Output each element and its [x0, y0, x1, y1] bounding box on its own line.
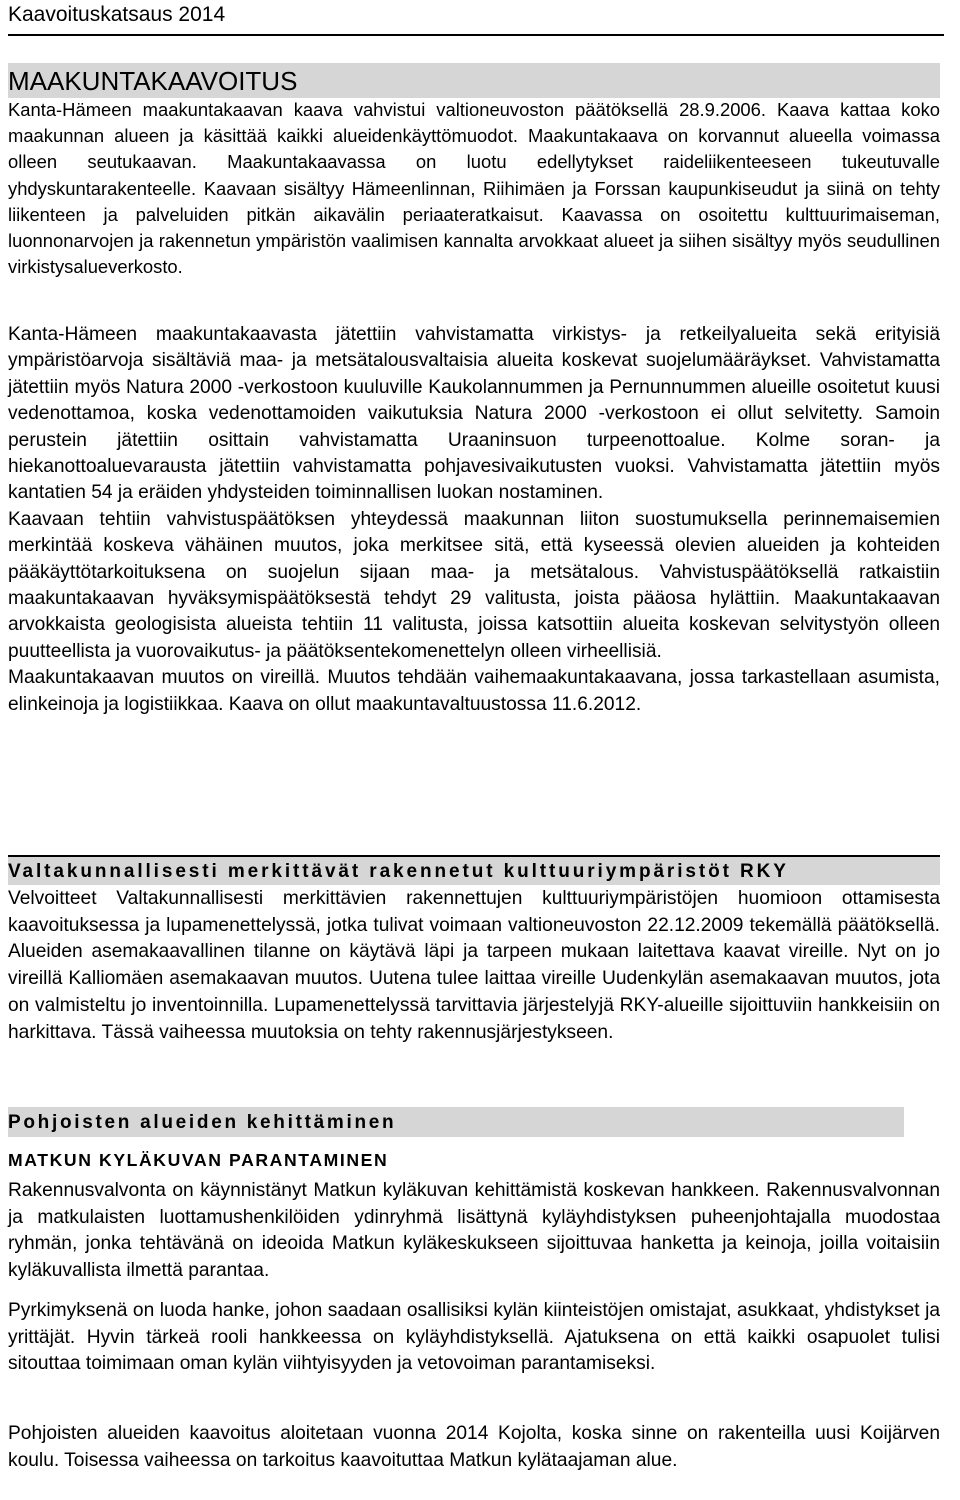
document-title: Kaavoituskatsaus 2014: [8, 3, 226, 26]
page-header: [8, 2, 944, 36]
paragraph: Velvoitteet Valtakunnallisesti merkittävien rakennettujen kulttuuriympäristöjen huomioon ottamisesta kaavoituksessa ja lupamenettelyssä, jotka tulivat voimaan valtioneuvoston 22.12.2009 tekemällä päätöksellä. Alueiden asemakaavallinen tilanne on käytävä läpi ja tarpeen mukaan laitettava kaavat vireille. Nyt on jo vireillä Kalliomäen asemakaavan muutos. Uutena tulee laittaa vireille Uudenkylän asemakaavan muutos, jota on valmisteltu jo inventoinnilla. Lupamenettelyssä tarvittavia järjestelyjä RKY-alueille sijoittuviin hankkeisiin on harkittava. Tässä vaiheessa muutoksia on tehty rakennusjärjestykseen.: [8, 888, 940, 1043]
section-heading-rky: Valtakunnallisesti merkittävät rakennetut kulttuuriympäristöt RKY: [8, 855, 940, 885]
paragraph: Kaavaan tehtiin vahvistuspäätöksen yhteydessä maakunnan liiton suostumuksella perinnemaisemien merkintää koskeva vähäinen muutos, joka merkitsee sitä, että kyseessä olevien alueiden ja kohteiden pääkäyttötarkoituksena on suojelun sijaan maa- ja metsätalous. Vahvistuspäätöksellä ratkaistiin maakuntakaavan hyväksymispäätöksestä tehdyt 29 valitusta, joista pääosa hylättiin. Maakuntakaavan arvokkaista geologisista alueista tehtiin 11 valitusta, joissa katsottiin alueita koskevan selvitystyön olleen puutteellista ja vuorovaikutus- ja päätöksentekomenettelyn olleen virheellisiä.: [8, 508, 940, 662]
paragraph: Maakuntakaavan muutos on vireillä. Muutos tehdään vaihemaakuntakaavana, jossa tarkastellaan asumista, elinkeinoja ja logistiikkaa. Kaava on ollut maakuntavaltuustossa 11.6.2012.: [8, 667, 940, 715]
section-heading-pohjoiset-alueet: Pohjoisten alueiden kehittäminen: [8, 1107, 904, 1137]
paragraph: Kanta-Hämeen maakuntakaavasta jätettiin vahvistamatta virkistys- ja retkeilyalueita sekä erityisiä ympäristöarvoja sisältäviä maa- ja metsätalousvaltaisia alueita koskevat suojelumääräykset. Vahvistamatta jätettiin myös Natura 2000 -verkostoon kuuluville Kaukolannummen ja Pernunnummen alueille osoitetut kuusi vedenottamoa, koska vedenottamoiden vaikutuksia Natura 2000 -verkostoon ei ollut selvitetty. Samoin perustein jätettiin osittain vahvistamatta Uraaninsuon turpeenottoalue. Kolme soran- ja hiekanottoaluevarausta jätettiin vahvistamatta pohjavesivaikutusten vuoksi. Vahvistamatta jätettiin myös kantatien 54 ja eräiden yhdysteiden toiminnallisen luokan nostaminen.: [8, 324, 940, 504]
section1-body: [8, 322, 940, 718]
paragraph: Rakennusvalvonta on käynnistänyt Matkun kyläkuvan kehittämistä koskevan hankkeen. Rakennusvalvonnan ja matkulaisten luottamushenkilöiden ydinryhmä lisättynä kyläyhdistyksen puheenjohtajalla muodostaa ryhmän, jonka tehtävänä on ideoida Matkun kyläkeskukseen sijoittuvaa hanketta ja keinoja, joilla voitaisiin kyläkuvallista ilmettä parantaa.: [8, 1180, 940, 1281]
paragraph: Kanta-Hämeen maakuntakaavan kaava vahvistui valtioneuvoston päätöksellä 28.9.2006. Kaava kattaa koko maakunnan alueen ja käsittää kaikki alueidenkäyttömuodot. Maakuntakaava on korvannut alueella voimassa olleen seutukaavan. Maakuntakaavassa on luotu edellytykset raideliikenteeseen tukeutuvalle yhdyskuntarakenteelle. Kaavaan sisältyy Hämeenlinnan, Riihimäen ja Forssan kaupunkiseudut ja siinä on tehty liikenteen ja palveluiden pitkän aikavälin periaateratkaisut. Kaavassa on osoitettu kulttuurimaiseman, luonnonarvojen ja rakennetun ympäristön vaalimisen kannalta arvokkaat alueet ja siihen sisältyy myös seudullinen virkistysalueverkosto.: [8, 99, 940, 278]
paragraph: Pohjoisten alueiden kaavoitus aloitetaan vuonna 2014 Kojolta, koska sinne on rakenteilla uusi Koijärven koulu. Toisessa vaiheessa on tarkoitus kaavoituttaa Matkun kylätaajaman alue.: [8, 1423, 940, 1471]
paragraph: Pyrkimyksenä on luoda hanke, johon saadaan osallisiksi kylän kiinteistöjen omistajat, asukkaat, yhdistykset ja yrittäjät. Hyvin tärkeä rooli hankkeessa on kyläyhdistyksellä. Ajatuksena on että kaikki osapuolet tulisi sitouttaa toimimaan oman kylän viihtyisyyden ja vetovoiman parantamiseksi.: [8, 1300, 940, 1374]
subheading-matkun-kylakuva: MATKUN KYLÄKUVAN PARANTAMINEN: [8, 1150, 389, 1170]
section-heading-maakuntakaavoitus: MAAKUNTAKAAVOITUS: [8, 63, 940, 98]
